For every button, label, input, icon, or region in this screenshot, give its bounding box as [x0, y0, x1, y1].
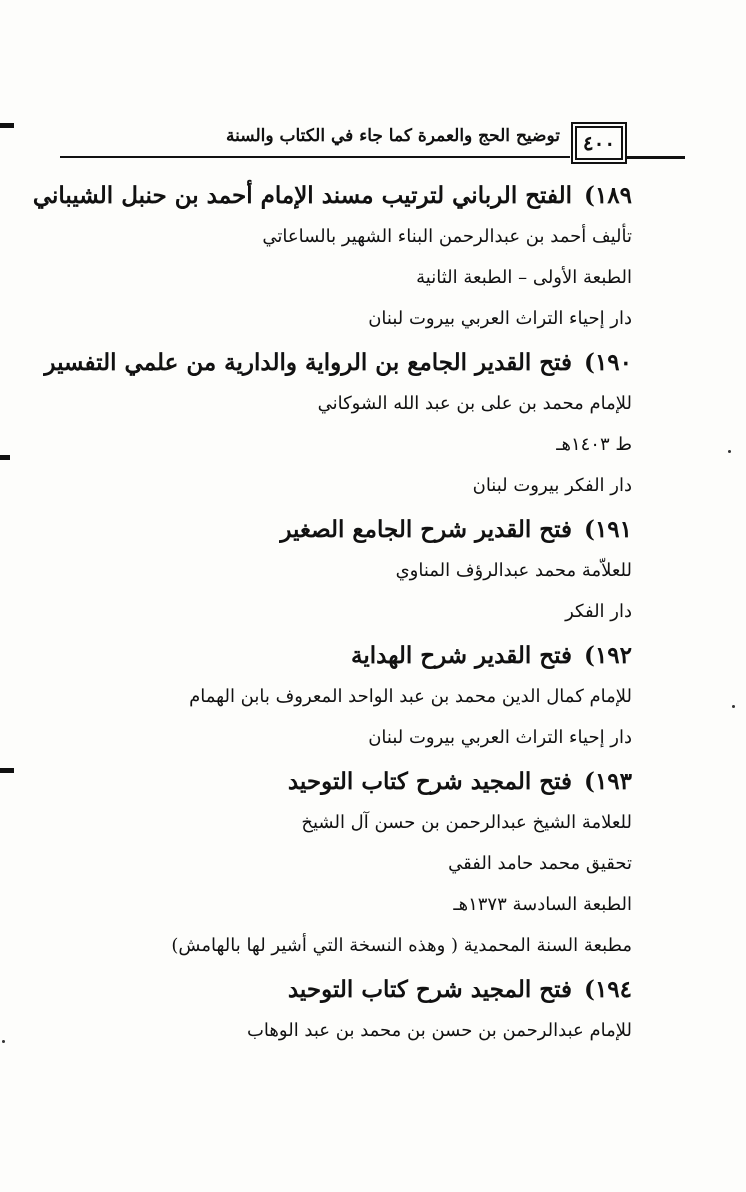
entry-author: للإمام كمال الدين محمد بن عبد الواحد المعروف بابن الهمام [189, 686, 632, 707]
entry-publisher: دار إحياء التراث العربي بيروت لبنان [368, 727, 632, 748]
scan-speck [728, 450, 731, 453]
entry-number: ١٩٠) [584, 349, 632, 376]
entry-number: ١٩١) [584, 516, 632, 543]
entry-author: للإمام عبدالرحمن بن حسن بن محمد بن عبد الوهاب [246, 1020, 632, 1041]
header-rule [625, 156, 685, 159]
entry-title [32, 176, 632, 216]
entry-edition: الطبعة الأولى – الطبعة الثانية [416, 267, 632, 288]
entry-number: ١٩٢) [584, 642, 632, 669]
bibliography-entry [80, 510, 632, 632]
scan-speck [732, 705, 735, 708]
entry-publisher: مطبعة السنة المحمدية ( وهذه النسخة التي أشير لها بالهامش) [171, 935, 632, 956]
bibliography-list [32, 172, 632, 1051]
entry-number: ١٩٣) [584, 768, 632, 795]
entry-title-text: الفتح الرباني لترتيب مسند الإمام أحمد بن حنبل الشيباني [32, 182, 573, 209]
entry-title-text: فتح المجيد شرح كتاب التوحيد [287, 768, 573, 795]
running-title: توضيح الحج والعمرة كما جاء في الكتاب والسنة [226, 126, 560, 146]
scan-edge-mark [0, 455, 10, 460]
bibliography-entry [80, 636, 632, 758]
bibliography-entry [80, 762, 632, 966]
entry-title-text: فتح القدير شرح الهداية [351, 642, 573, 669]
header-rule [60, 156, 570, 158]
entry-author: تأليف أحمد بن عبدالرحمن البناء الشهير بالساعاتي [262, 226, 632, 247]
bibliography-entry [32, 176, 632, 339]
entry-publisher: دار الفكر بيروت لبنان [472, 475, 632, 496]
scan-speck [2, 1040, 5, 1043]
scan-edge-mark [0, 768, 14, 773]
entry-title-text: فتح القدير شرح الجامع الصغير [280, 516, 573, 543]
entry-number: ١٨٩) [584, 182, 632, 209]
entry-edition: ط ١٤٠٣هـ [556, 434, 632, 455]
page-header [60, 120, 685, 160]
entry-author: للعلاّمة محمد عبدالرؤف المناوي [395, 560, 632, 581]
entry-editor: تحقيق محمد حامد الفقي [448, 853, 632, 874]
entry-author: للإمام محمد بن على بن عبد الله الشوكاني [317, 393, 632, 414]
entry-author: للعلامة الشيخ عبدالرحمن بن حسن آل الشيخ [301, 812, 632, 833]
page-number: ٤٠٠ [575, 126, 623, 160]
entry-edition: الطبعة السادسة ١٣٧٣هـ [453, 894, 632, 915]
entry-title [80, 762, 632, 802]
entry-number: ١٩٤) [584, 976, 632, 1003]
entry-title [80, 970, 632, 1010]
bibliography-entry [80, 970, 632, 1051]
entry-title [44, 343, 632, 383]
entry-title-text: فتح القدير الجامع بن الرواية والدارية من علمي التفسير [44, 349, 573, 376]
entry-title-text: فتح المجيد شرح كتاب التوحيد [287, 976, 573, 1003]
scan-edge-mark [0, 123, 14, 128]
entry-title [80, 636, 632, 676]
entry-publisher: دار إحياء التراث العربي بيروت لبنان [368, 308, 632, 329]
bibliography-entry [44, 343, 632, 506]
entry-publisher: دار الفكر [565, 601, 632, 622]
entry-title [80, 510, 632, 550]
